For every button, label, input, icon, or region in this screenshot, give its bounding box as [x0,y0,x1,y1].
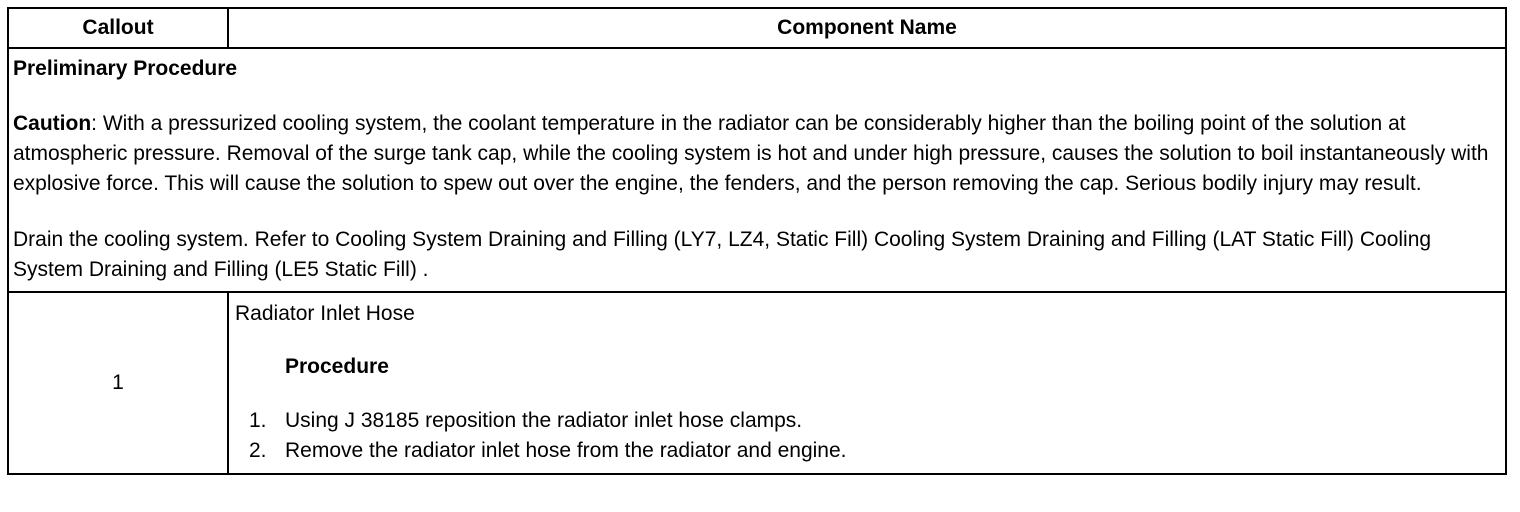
step-text: Using J 38185 reposition the radiator inlet hose clamps. [285,409,803,432]
list-item [235,436,1499,466]
caution-paragraph [13,109,1501,199]
preliminary-row [8,48,1506,292]
header-row [8,8,1506,48]
step-text: Remove the radiator inlet hose from the radiator and engine. [285,439,847,462]
list-item [235,406,1499,436]
table-row [8,292,1506,474]
callout-number: 1 [8,292,228,474]
caution-text: : With a pressurized cooling system, the coolant temperature in the radiator can be considerably higher than the boiling point of the solution at atmospheric pressure. Removal of the surge tank cap, while the cooling system is hot and under high pressure, causes the solution to boil instantaneously with explosive force. This will cause the solution to spew out over the engine, the fenders, and the person removing the cap. Serious bodily injury may result. [13,112,1489,195]
component-table [7,7,1507,475]
component-name: Radiator Inlet Hose [235,302,415,325]
callout-header: Callout [8,8,228,48]
component-cell [228,292,1506,474]
preliminary-cell [8,48,1506,292]
preliminary-title: Preliminary Procedure [13,57,238,80]
component-name-header: Component Name [228,8,1506,48]
procedure-heading: Procedure [285,355,389,378]
step-number: 2. [249,439,267,462]
drain-instruction: Drain the cooling system. Refer to Cooling System Draining and Filling (LY7, LZ4, Static Fill) Cooling System Draining and Filling (LAT Static Fill) Cooling System Draining and Filling (LE5 Static Fill) . [13,228,1432,281]
procedure-steps [235,406,1499,466]
caution-label: Caution [13,112,92,135]
step-number: 1. [249,409,267,432]
